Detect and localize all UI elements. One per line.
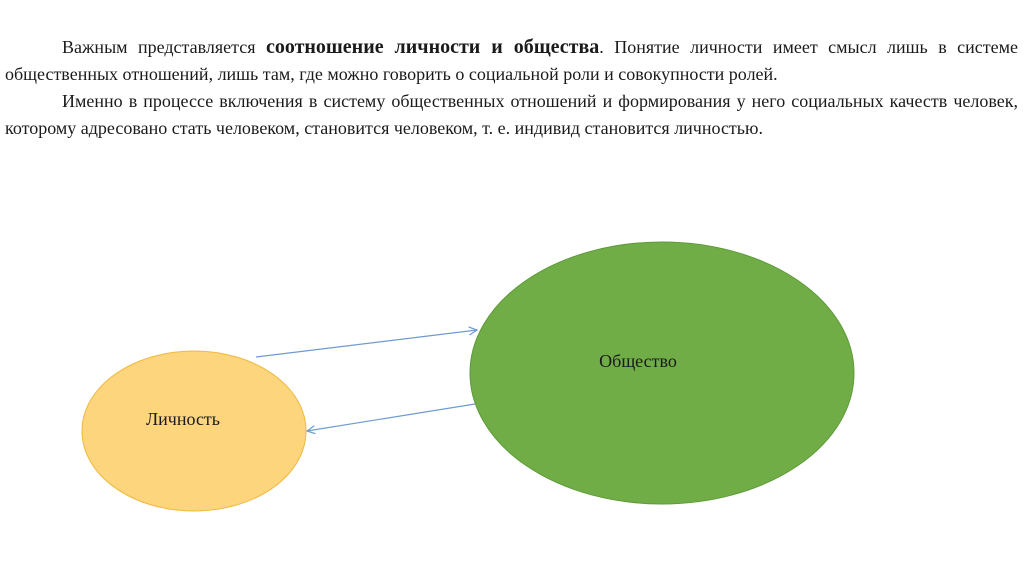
arrow-personality-to-society: [256, 330, 477, 357]
key-term: соотношение личности и общества: [265, 36, 600, 58]
formation-text: Именно в процессе включения в систему общественных отношений и формирования у него социальных качеств человек, которому адресовано стать человеком, становится человеком, т. е. индивид становится личностью.: [5, 91, 1018, 138]
personality-label: Личность: [145, 409, 221, 429]
arrow-society-to-personality: [307, 404, 475, 431]
intro-text-before: Важным представляется: [62, 37, 266, 57]
personality-node: [82, 351, 306, 511]
intro-text-after: . Понятие личности имеет смысл лишь в системе общественных отношений, лишь там, где можно говорить о социальной роли и совокупности ролей.: [5, 37, 1019, 84]
society-node: [470, 242, 854, 504]
society-label: Общество: [599, 351, 677, 371]
